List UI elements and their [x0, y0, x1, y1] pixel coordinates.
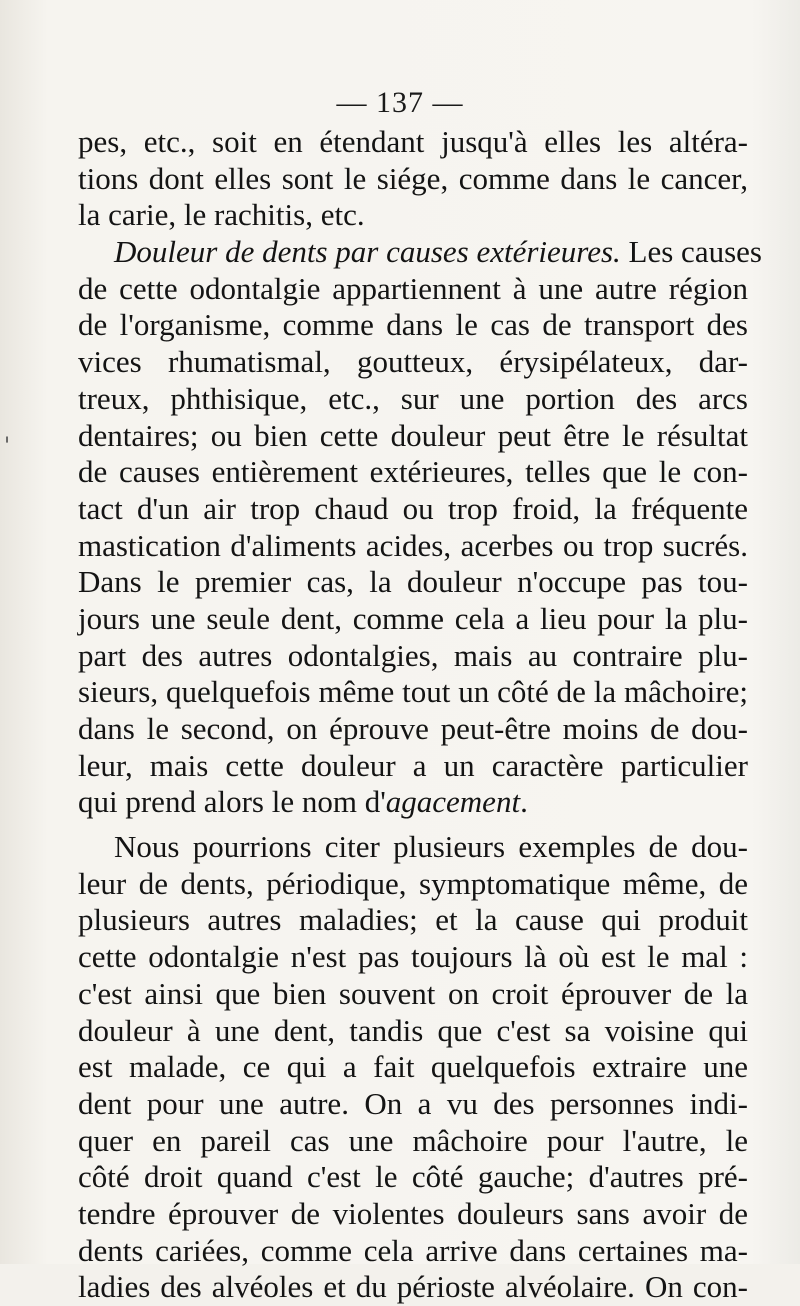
text-line — [78, 601, 748, 638]
line-text: plusieurs autres maladies; et la cause qui produit — [78, 902, 748, 938]
text-line — [78, 866, 748, 903]
line-text: la carie, le rachitis, etc. — [78, 197, 365, 233]
line-text: de l'organisme, comme dans le cas de transport des — [78, 307, 748, 343]
line-text: dent pour une autre. On a vu des personnes indi- — [78, 1085, 748, 1121]
line-text: côté droit quand c'est le côté gauche; d'autres pré- — [78, 1159, 748, 1195]
text-line — [78, 271, 748, 308]
body-text — [78, 124, 762, 1306]
line-text: qui prend alors le nom d' — [78, 784, 386, 820]
text-line — [78, 381, 748, 418]
text-line — [78, 307, 748, 344]
line-text: pes, etc., soit en étendant jusqu'à elles les altéra- — [78, 124, 748, 159]
line-text: leur de dents, périodique, symptomatique même, de — [78, 865, 748, 901]
line-text: tact d'un air trop chaud ou trop froid, la fréquente — [78, 490, 748, 526]
line-text: mastication d'aliments acides, acerbes ou trop sucrés. — [78, 527, 748, 563]
line-tail: . — [520, 784, 528, 820]
line-text: douleur à une dent, tandis que c'est sa voisine qui — [78, 1012, 748, 1048]
text-line — [78, 454, 748, 491]
line-text: tendre éprouver de violentes douleurs sans avoir de — [78, 1195, 748, 1231]
line-text: vices rhumatismal, goutteux, érysipélateux, dar- — [78, 344, 748, 380]
text-line — [78, 564, 748, 601]
line-text: tions dont elles sont le siége, comme dans le cancer, — [78, 160, 748, 196]
line-text: jours une seule dent, comme cela a lieu pour la plu- — [78, 600, 748, 636]
text-line — [78, 711, 748, 748]
text-line — [78, 1086, 748, 1123]
text-line — [78, 197, 748, 234]
line-text: cette odontalgie n'est pas toujours là où est le mal : — [78, 939, 748, 975]
text-line — [78, 1013, 748, 1050]
text-line — [78, 344, 748, 381]
line-text: de causes entièrement extérieures, telles que le con- — [78, 454, 748, 490]
line-text: dans le second, on éprouve peut-être moins de dou- — [78, 711, 748, 746]
text-line — [78, 1196, 748, 1233]
line-text: treux, phthisique, etc., sur une portion des arcs — [78, 380, 748, 416]
page-number: — 137 — — [336, 86, 464, 119]
text-line — [78, 748, 748, 785]
text-line — [78, 528, 748, 565]
text-line — [78, 976, 748, 1013]
line-text: Dans le premier cas, la douleur n'occupe pas tou- — [78, 564, 748, 600]
text-line — [78, 234, 762, 271]
line-text: de cette odontalgie appartiennent à une autre région — [78, 270, 748, 306]
text-line — [78, 1123, 748, 1160]
text-line — [78, 784, 748, 821]
text-line — [78, 161, 748, 198]
line-text: dents cariées, comme cela arrive dans certaines ma- — [78, 1232, 748, 1268]
margin-mark: ' — [4, 434, 11, 459]
italic-heading: Douleur de dents par causes extérieures. — [114, 234, 621, 270]
line-text: est malade, ce qui a fait quelquefois extraire une — [78, 1049, 748, 1085]
text-line — [78, 418, 748, 455]
line-text: ladies des alvéoles et du périoste alvéolaire. On con- — [78, 1269, 748, 1305]
line-text: Nous pourrions citer plusieurs exemples de dou- — [114, 829, 748, 865]
line-text: c'est ainsi que bien souvent on croit éprouver de la — [78, 975, 748, 1011]
text-line — [78, 902, 748, 939]
text-line — [78, 124, 748, 161]
italic-term: agacement — [385, 784, 521, 820]
line-text: sieurs, quelquefois même tout un côté de la mâchoire; — [78, 674, 748, 710]
text-line — [78, 674, 748, 711]
text-line — [78, 939, 748, 976]
text-line — [78, 1159, 748, 1196]
paragraph-gap — [78, 821, 748, 829]
line-text: part des autres odontalgies, mais au contraire plu- — [78, 637, 748, 673]
text-line — [78, 1269, 748, 1306]
line-text: dentaires; ou bien cette douleur peut être le résultat — [78, 417, 748, 453]
text-line — [78, 491, 748, 528]
line-text: quer en pareil cas une mâchoire pour l'autre, le — [78, 1122, 748, 1158]
line-text: leur, mais cette douleur a un caractère particulier — [78, 747, 748, 783]
line-text: Les causes — [620, 234, 762, 270]
text-line — [78, 638, 748, 675]
text-line — [78, 1049, 748, 1086]
text-line — [78, 829, 748, 866]
